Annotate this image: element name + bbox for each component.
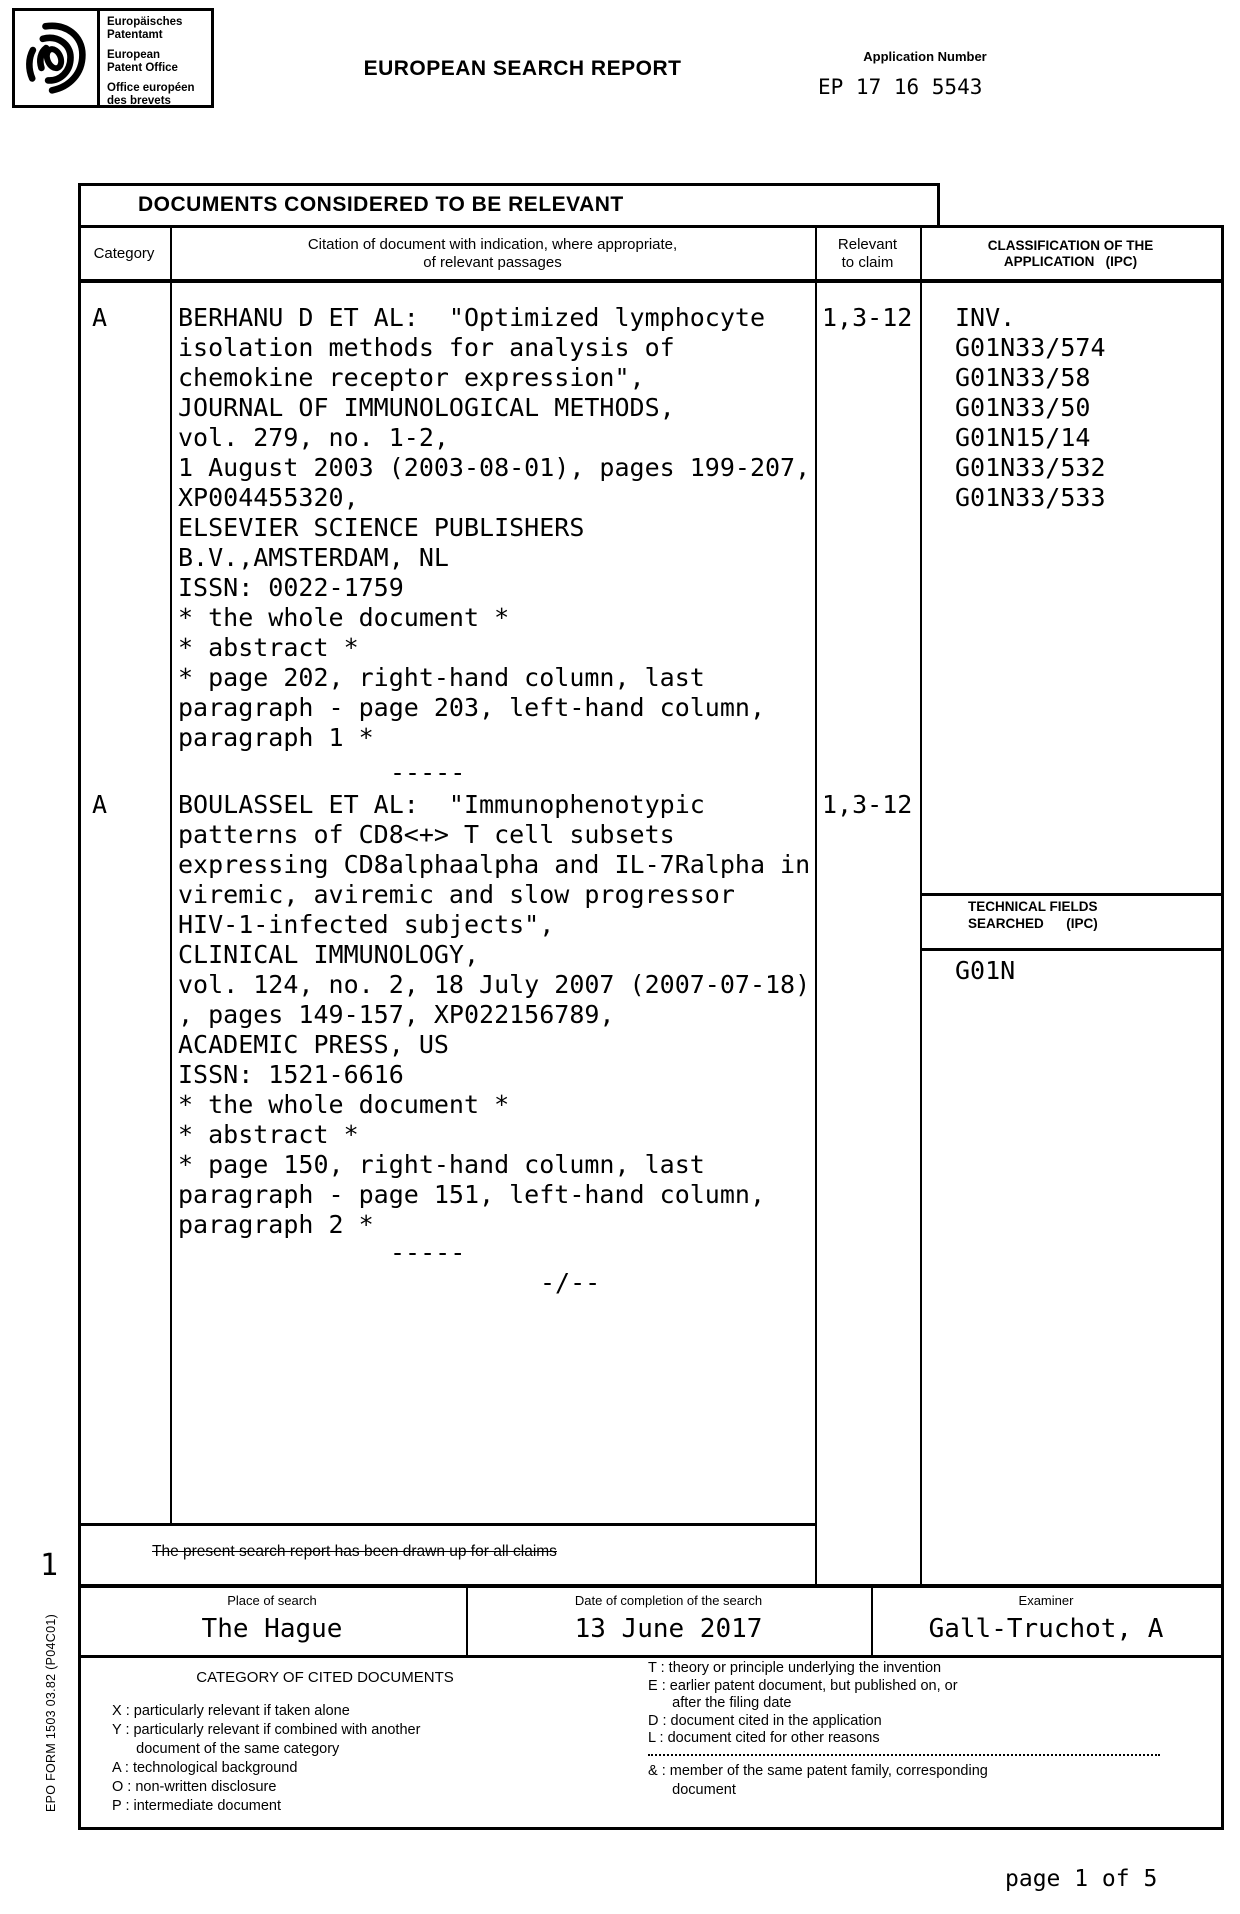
column-header-citation: Citation of document with indication, where appropriate, of relevant passages (307, 236, 678, 271)
epo-spiral-logo (23, 18, 89, 98)
office-name-en (107, 49, 211, 75)
completion-date-value: 13 June 2017 (574, 1614, 763, 1644)
technical-fields-codes: G01N (955, 956, 1016, 985)
legend-title: CATEGORY OF CITED DOCUMENTS (196, 1668, 454, 1686)
place-of-search-value: The Hague (201, 1614, 343, 1644)
border-line (1221, 225, 1224, 1830)
sheet-number: 1 (40, 1548, 59, 1583)
epo-office-names (100, 11, 211, 105)
border-line (78, 279, 1224, 283)
border-line (78, 183, 81, 1830)
examiner-label: Examiner (1018, 1592, 1074, 1608)
legend-right-items: T : theory or principle underlying the invention E : earlier patent document, but published on, or after the filing date D : document cited in the application L : document cited for other reasons (648, 1660, 958, 1746)
office-name-line: Patentamt (107, 29, 163, 41)
border-line (78, 1827, 1224, 1830)
legend-dotted-divider (648, 1754, 1160, 1756)
border-line (78, 1584, 1224, 1588)
classification-codes: INV. G01N33/574 G01N33/58 G01N33/50 G01N15/14 G01N33/532 G01N33/533 (955, 303, 1106, 512)
legend-left-items: X : particularly relevant if taken alone Y : particularly relevant if combined with another document of the same category A : technological background O : non-written disclosure P : intermediate document (112, 1703, 421, 1814)
epo-logo-icon (15, 11, 100, 105)
examiner-value: Gall-Truchot, A (928, 1614, 1164, 1644)
border-line (920, 225, 922, 1584)
entry-separator: ----- (390, 1238, 466, 1267)
entry-relevant-claims: 1,3-12 (822, 790, 913, 819)
epo-logo-box (12, 8, 214, 108)
entry-category: A (92, 790, 108, 819)
entry-relevant-claims: 1,3-12 (822, 303, 913, 332)
office-name-line: Office européen (107, 82, 195, 94)
page-indicator: page 1 of 5 (1005, 1866, 1158, 1892)
technical-fields-label: TECHNICAL FIELDS SEARCHED (IPC) (968, 899, 1098, 931)
office-name-line: Europäisches (107, 16, 183, 28)
column-header-classification: CLASSIFICATION OF THE APPLICATION (IPC) (987, 237, 1154, 269)
border-line (937, 183, 940, 228)
continuation-mark: -/-- (540, 1268, 601, 1297)
place-of-search-label: Place of search (227, 1592, 317, 1608)
drawn-up-statement: The present search report has been drawn up for all claims (152, 1543, 557, 1560)
border-line (170, 225, 172, 1523)
epo-form-number: EPO FORM 1503 03.82 (P04C01) (44, 1613, 58, 1812)
column-header-category: Category (93, 244, 155, 262)
entry-citation: BOULASSEL ET AL: "Immunophenotypic patterns of CD8<+> T cell subsets expressing CD8alphaalpha and IL-7Ralpha in viremic, aviremic and slow progressor HIV-1-infected subjects", CLINICAL IMMUNOLOGY, vol. 124, no. 2, 18 July 2007 (2007-07-18) , pages 149-157, XP022156789, ACADEMIC PRESS, US ISSN: 1521-6616 * the whole document * * abstract * * page 150, right-hand column, last paragraph - page 151, left-hand column, paragraph 2 * (178, 790, 811, 1239)
completion-date-label: Date of completion of the search (574, 1592, 763, 1608)
office-name-line: des brevets (107, 95, 171, 107)
office-name-line: Patent Office (107, 62, 178, 74)
application-number-label: Application Number (863, 49, 987, 64)
office-name-line: European (107, 49, 161, 61)
border-line (920, 893, 1224, 896)
border-line (78, 183, 937, 186)
border-line (78, 1523, 815, 1526)
office-name-fr (107, 82, 211, 108)
documents-table-title: DOCUMENTS CONSIDERED TO BE RELEVANT (138, 193, 624, 216)
entry-category: A (92, 303, 108, 332)
entry-citation: BERHANU D ET AL: "Optimized lymphocyte isolation methods for analysis of chemokine receptor expression", JOURNAL OF IMMUNOLOGICAL METHODS, vol. 279, no. 1-2, 1 August 2003 (2003-08-01), pages 199-207, XP004455320, ELSEVIER SCIENCE PUBLISHERS B.V.,AMSTERDAM, NL ISSN: 0022-1759 * the whole document * * abstract * * page 202, right-hand column, last paragraph - page 203, left-hand column, paragraph 1 * (178, 303, 811, 752)
report-title: EUROPEAN SEARCH REPORT (363, 57, 682, 80)
border-line (920, 948, 1224, 951)
column-header-relevant: Relevant to claim (837, 236, 898, 271)
border-line (815, 225, 817, 1584)
legend-family-items: & : member of the same patent family, corresponding document (648, 1763, 988, 1798)
application-number: EP 17 16 5543 (818, 75, 983, 99)
entry-separator: ----- (390, 758, 466, 787)
office-name-de (107, 16, 211, 42)
border-line (78, 1655, 1224, 1658)
